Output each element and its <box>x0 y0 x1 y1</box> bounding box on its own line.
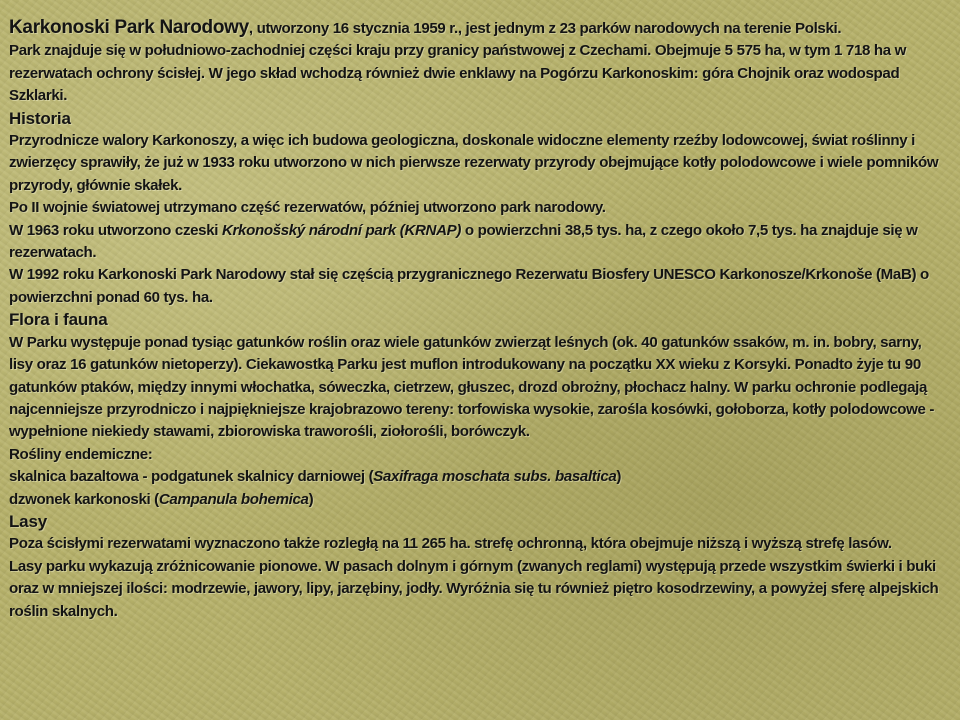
flora-heading: Flora i fauna <box>9 310 108 330</box>
slide-text <box>9 17 949 623</box>
endemic-2-before: dzwonek karkonoski ( <box>9 490 159 508</box>
history-p3-after: o powierzchni 38,5 tys. ha, z czego około 7,5 tys. ha znajduje się w rezerwatach. <box>9 221 918 262</box>
flora-paragraph: W Parku występuje ponad tysiąc gatunków roślin oraz wiele gatunków zwierząt leśnych (ok. 40 gatunków ssaków, m. in. bobry, sarny, lisy oraz 16 gatunków nietoperzy). Ciekawostką Parku jest muflon introdukowany na początku XX wieku z Korsyki. Ponadto żyje tu 90 gatunków ptaków, między innymi włochatka, sóweczka, cietrzew, głuszec, drozd obrożny, płochacz halny. W parku ochronie podlegają najcenniejsze przyrodniczo i najpiękniejsze krajobrazowo tereny: torfowiska wysokie, zarośla kosówki, gołoborza, kotły polodowcowe - wypełnione niekiedy stawami, zbiorowiska traworośli, ziołorośli, borówczyk. <box>9 333 935 441</box>
history-paragraph-4: W 1992 roku Karkonoski Park Narodowy stał się częścią przygranicznego Rezerwatu Biosfery UNESCO Karkonosze/Krkonoše (MaB) o powierzchni ponad 60 tys. ha. <box>9 266 929 306</box>
krnap-name: Krkonošský národní park (KRNAP) <box>221 221 462 239</box>
endemic-item-1 <box>9 466 949 488</box>
history-paragraph-2: Po II wojnie światowej utrzymano część rezerwatów, później utworzono park narodowy. <box>9 199 606 217</box>
endemic-1-latin: Saxifraga moschata subs. basaltica <box>373 468 617 486</box>
forests-heading: Lasy <box>9 511 47 531</box>
endemic-1-after: ) <box>616 468 622 486</box>
history-paragraph-3 <box>9 220 949 265</box>
history-p3-before: W 1963 roku utworzono czeski <box>9 221 222 239</box>
endemic-item-2 <box>9 489 949 511</box>
endemic-label: Rośliny endemiczne: <box>9 445 153 463</box>
intro-paragraph <box>9 17 949 40</box>
endemic-2-latin: Campanula bohemica <box>158 490 309 508</box>
endemic-2-after: ) <box>308 490 314 508</box>
history-paragraph-1: Przyrodnicze walory Karkonoszy, a więc ich budowa geologiczna, doskonale widoczne elementy rzeźby lodowcowej, świat roślinny i zwierzęcy sprawiły, że już w 1933 roku utworzono w nich pierwsze rezerwaty przyrody obejmujące kotły polodowcowe i wiele pomników przyrody, głównie skałek. <box>9 132 939 194</box>
intro-text: , utworzony 16 stycznia 1959 r., jest jednym z 23 parków narodowych na terenie Polski. <box>248 20 842 37</box>
forests-paragraph-2: Lasy parku wykazują zróżnicowanie pionowe. W pasach dolnym i górnym (zwanych reglami) występują przede wszystkim świerki i buki oraz w mniejszej ilości: modrzewie, jawory, lipy, jarzębiny, jodły. Wyróżnia się tu również piętro kosodrzewiny, a powyżej sferę alpejskich roślin skalnych. <box>9 557 939 620</box>
history-heading: Historia <box>9 108 71 128</box>
endemic-1-before: skalnica bazaltowa - podgatunek skalnicy darniowej ( <box>9 468 374 486</box>
forests-paragraph-1: Poza ścisłymi rezerwatami wyznaczono także rozległą na 11 265 ha. strefę ochronną, która obejmuje niższą i wyższą strefę lasów. <box>9 535 892 553</box>
park-name: Karkonoski Park Narodowy <box>9 17 249 38</box>
location-paragraph: Park znajduje się w południowo-zachodniej części kraju przy granicy państwowej z Czechami. Obejmuje 5 575 ha, w tym 1 718 ha w rezerwatach ochrony ścisłej. W jego skład wchodzą również dwie enklawy na Pogórzu Karkonoskim: góra Chojnik oraz wodospad Szklarki. <box>9 42 907 105</box>
